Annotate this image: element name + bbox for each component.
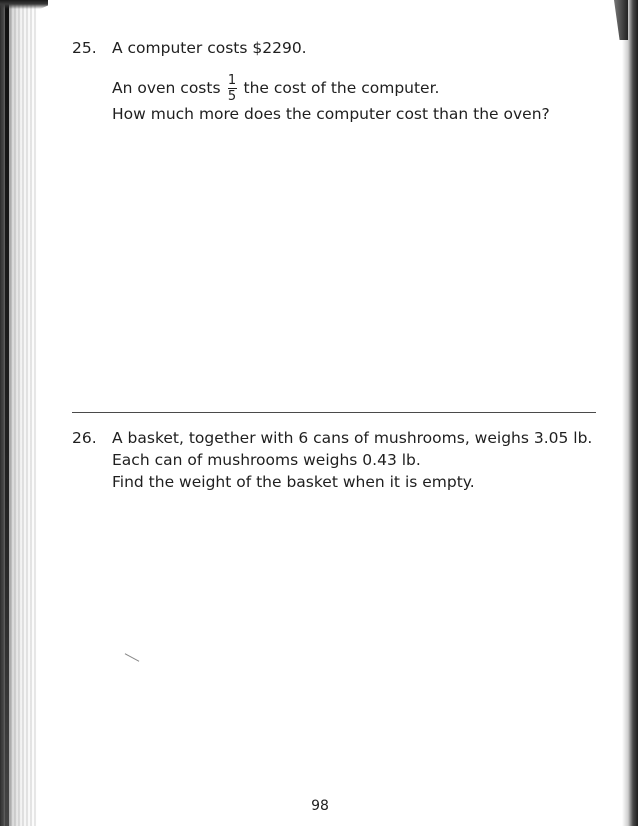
section-divider xyxy=(72,412,596,413)
book-edge-right xyxy=(622,0,638,826)
pencil-mark xyxy=(125,653,140,661)
book-binding-left xyxy=(0,0,38,826)
problem-text-line: A basket, together with 6 cans of mushrooms, weighs 3.05 lb. xyxy=(112,429,593,447)
problem-number: 26. xyxy=(72,429,97,447)
problem-text-line: How much more does the computer cost than the oven? xyxy=(112,105,550,123)
problem-text-line: Find the weight of the basket when it is empty. xyxy=(112,473,475,491)
problem-text-line: Each can of mushrooms weighs 0.43 lb. xyxy=(112,451,421,469)
fraction-denominator: 5 xyxy=(227,88,237,104)
page-corner-shadow-right xyxy=(614,0,628,40)
problem-number: 25. xyxy=(72,39,97,57)
problem-text-line: A computer costs $2290. xyxy=(112,39,307,57)
fraction-numerator: 1 xyxy=(227,72,237,88)
page-number: 98 xyxy=(311,798,329,814)
problem-text-segment: An oven costs xyxy=(112,79,221,97)
fraction xyxy=(228,74,237,103)
problem-text-segment: the cost of the computer. xyxy=(243,79,440,97)
